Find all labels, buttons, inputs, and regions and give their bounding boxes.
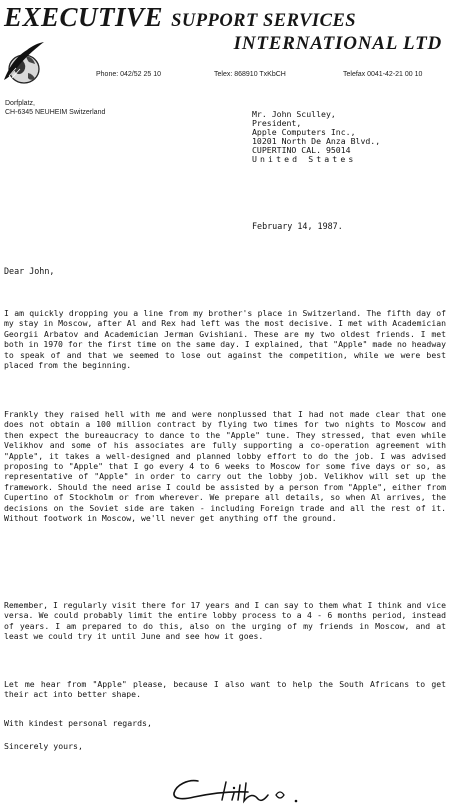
company-name-line2: INTERNATIONAL LTD	[233, 33, 442, 54]
recipient-line: CUPERTINO CAL. 95014	[252, 144, 351, 155]
handwritten-signature	[168, 773, 328, 807]
company-name-big: EXECUTIVE	[4, 2, 164, 32]
recipient-line: United States	[252, 153, 357, 164]
letter-date: February 14, 1987.	[252, 221, 343, 231]
salutation: Dear John,	[4, 266, 55, 276]
body-paragraph: Let me hear from "Apple" please, because I also want to help the South Africans to get their act into better shape.	[4, 679, 446, 700]
body-paragraph: I am quickly dropping you a line from my brother's place in Switzerland. The fifth day of my stay in Moscow, after Al and Rex had left was the most decisive. I met with Academician Georgii Arbatov and Academician Jerman Gvishiani. These are my two oldest friends. I met both in 1970 for the first time on the same day. I explained, that "Apple" made no headway to speak of and that we seemed to lose out against the competition, while we were best placed from the beginning.	[4, 308, 446, 371]
telex-number: Telex: 868910 TxKbCH	[214, 71, 286, 78]
phone-number: Phone: 042/52 25 10	[96, 71, 162, 78]
body-paragraph: Remember, I regularly visit there for 17 years and I can say to them what I think and vice versa. We could probably limit the entire lobby process to a 4 - 6 months period, instead of years. I am prepared to do this, also on the urging of my friends in Moscow, and at least we could try it until June and see how it goes.	[4, 600, 446, 642]
sender-address-line: Dorfplatz,	[5, 100, 35, 107]
recipient-line: President,	[252, 117, 302, 128]
recipient-line: Mr. John Sculley,	[252, 109, 336, 119]
letterhead-line1	[4, 2, 356, 33]
recipient-line: 10201 North De Anza Blvd.,	[252, 135, 381, 146]
closing-regards: With kindest personal regards,	[4, 718, 152, 728]
company-name-small: SUPPORT SERVICES	[171, 11, 357, 31]
company-logo-icon	[2, 40, 46, 90]
recipient-address	[252, 110, 380, 163]
sender-address	[5, 99, 105, 117]
sender-address-line: CH-6345 NEUHEIM Switzerland	[5, 109, 106, 116]
signoff: Sincerely yours,	[4, 741, 83, 751]
recipient-line: Apple Computers Inc.,	[252, 126, 356, 137]
telefax-number: Telefax 0041-42-21 00 10	[343, 71, 423, 78]
body-paragraph: Frankly they raised hell with me and were nonplussed that I had not made clear that one does not obtain a 100 million contract by flying two times for two nights to Moscow and then expect the bureaucracy to dance to the "Apple" tune. They stressed, that even while Velikhov and some of his associates are fully supporting a co-operation agreement with "Apple", it takes a well-designed and planned lobby effort to do the job. I was advised proposing to "Apple" that I go every 4 to 6 weeks to Moscow for some five days or so, as representative of "Apple" in order to carry out the lobby job. Velikhov will set up the framework. Should the need arise I could be assisted by a person from "Apple", either from Cupertino of Stockholm or from wherever. We prepare all details, so when Al arrives, the decisions on the Soviet side are taken - including Foreign trade and all the rest of it. Without footwork in Moscow, we'll never get anything off the ground.	[4, 409, 446, 524]
